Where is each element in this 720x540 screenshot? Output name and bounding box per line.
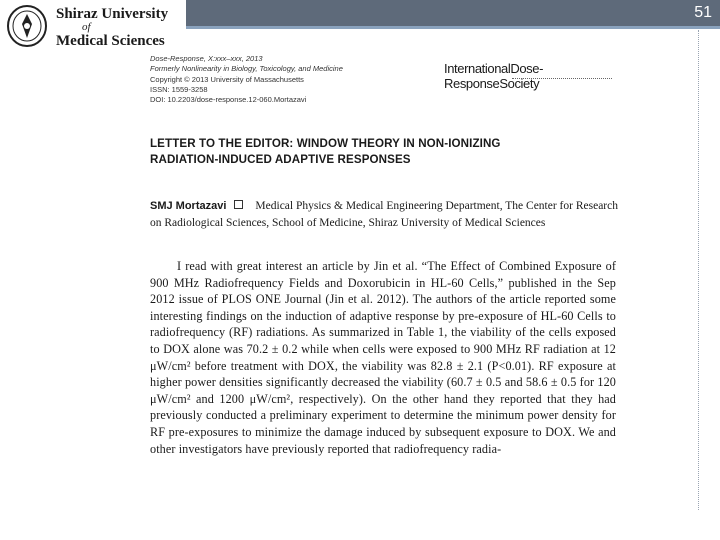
journal-metadata xyxy=(150,54,370,105)
header-bar xyxy=(186,0,720,26)
university-name xyxy=(56,6,186,49)
letter-body xyxy=(150,258,616,457)
title-line-2: RADIATION-INDUCED ADAPTIVE RESPONSES xyxy=(150,153,411,166)
logo-line-1: Shiraz University xyxy=(56,6,169,22)
university-seal-icon xyxy=(6,4,48,48)
body-paragraph: I read with great interest an article by Jin et al. “The Effect of Combined Exposure of 900 MHz Radiofrequency Fields and Doxorubicin in HL-60 Cells,” published in the Sep 2012 issue of PLOS ONE Journal (Jin et al. 2012). The authors of the article reported some interesting findings on the induction of adaptive response by pre-exposure of HL-60 Cells to radiofrequency (RF) radiations. As summarized in Table 1, the viability of the cells exposed to DOX alone was 70.2 ± 0.2 while when cells were exposed to 900 MHz RF radiation at 12 μW/cm² before treatment with DOX, the viability was 82.8 ± 2.1 (P<0.01). RF exposure at higher power densities significantly decreased the viability (60.7 ± 0.5 and 58.6 ± 0.5 for 120 μW/cm² and 1200 μW/cm², respectively). On the other hand they reported that they had previously conducted a preliminary experiment to determine the minimum power density for RF pre-exposures to minimize the damage induced by subsequent exposure to DOX. We and other investigators have previously reported that radiofrequency radia- xyxy=(150,259,616,456)
meta-line: Copyright © 2013 University of Massachusetts xyxy=(150,74,304,84)
meta-line: ISSN: 1559-3258 xyxy=(150,84,208,94)
meta-line: Formerly Nonlinearity in Biology, Toxicology, and Medicine xyxy=(150,64,343,74)
university-logo xyxy=(4,4,184,50)
logo-line-2: of xyxy=(82,21,91,33)
author-name: SMJ Mortazavi xyxy=(150,200,227,212)
author-block xyxy=(150,198,620,232)
header-accent-line xyxy=(186,26,720,29)
society-logo: InternationalDose-ResponseSociety xyxy=(444,61,544,91)
page-number: 51 xyxy=(694,4,712,21)
paper-title xyxy=(150,136,610,168)
meta-line: Dose-Response, X:xxx–xxx, 2013 xyxy=(150,54,263,63)
logo-line-3: Medical Sciences xyxy=(56,33,165,49)
checkbox-icon xyxy=(234,200,243,209)
society-logo-underline xyxy=(512,78,612,81)
meta-line: DOI: 10.2203/dose-response.12-060.Mortazavi xyxy=(150,95,307,105)
author-affiliation: Medical Physics & Medical Engineering Department, The Center for Research on Radiological Sciences, School of Medicine, Shiraz University of Medical Sciences xyxy=(150,200,618,229)
right-margin-rule xyxy=(698,30,700,510)
title-line-1: LETTER TO THE EDITOR: WINDOW THEORY IN NON-IONIZING xyxy=(150,137,501,150)
